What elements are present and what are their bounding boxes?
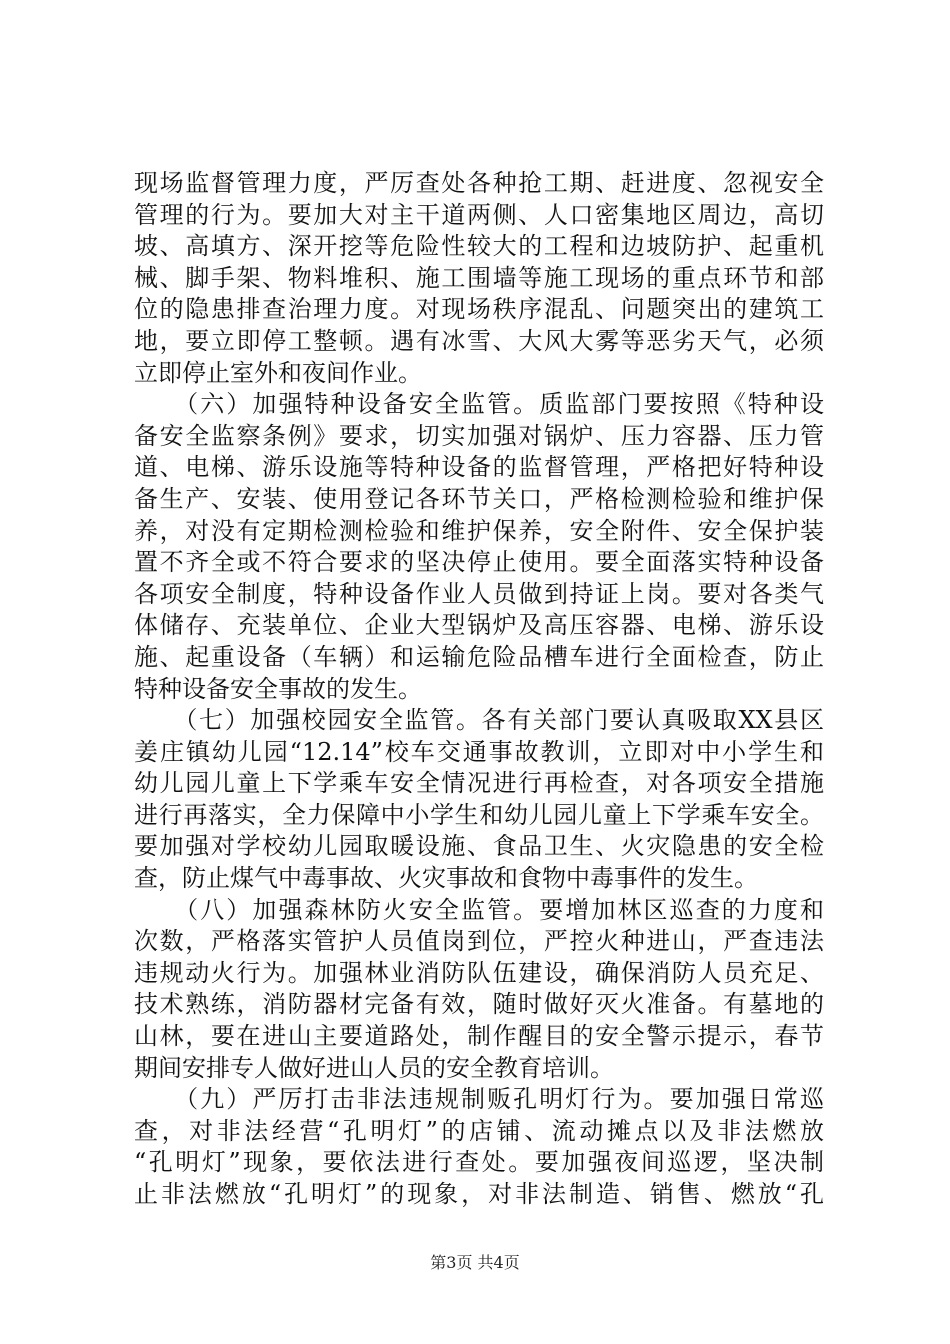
text-line: 特种设备安全事故的发生。 [134, 674, 422, 703]
text-line: 查，防止煤气中毒事故、火灾事故和食物中毒事件的发生。 [134, 864, 758, 893]
text-line: 管理的行为。要加大对主干道两侧、人口密集地区周边，高切 [134, 200, 824, 229]
text-line: 查，对非法经营“孔明灯”的店铺、流动摊点以及非法燃放 [134, 1116, 824, 1145]
text-line: 进行再落实，全力保障中小学生和幼儿园儿童上下学乘车安全。 [134, 800, 824, 829]
text-line: （九）严厉打击非法违规制贩孔明灯行为。要加强日常巡 [134, 1085, 824, 1114]
text-line: 体储存、充装单位、企业大型锅炉及高压容器、电梯、游乐设 [134, 611, 824, 640]
text-line: 位的隐患排查治理力度。对现场秩序混乱、问题突出的建筑工 [134, 295, 824, 324]
text-line: 道、电梯、游乐设施等特种设备的监督管理，严格把好特种设 [134, 453, 824, 482]
text-line: 立即停止室外和夜间作业。 [134, 358, 422, 387]
text-line: 止非法燃放“孔明灯”的现象，对非法制造、销售、燃放“孔 [134, 1180, 824, 1208]
text-line: 备生产、安装、使用登记各环节关口，严格检测检验和维护保 [134, 484, 824, 513]
text-line: 坡、高填方、深开挖等危险性较大的工程和边坡防护、起重机 [134, 232, 824, 261]
text-line: 地，要立即停工整顿。遇有冰雪、大风大雾等恶劣天气，必须 [134, 326, 824, 355]
text-line: 各项安全制度，特种设备作业人员做到持证上岗。要对各类气 [134, 579, 824, 608]
text-line: “孔明灯”现象，要依法进行查处。要加强夜间巡逻，坚决制 [134, 1148, 824, 1177]
text-line: 养，对没有定期检测检验和维护保养，安全附件、安全保护装 [134, 516, 824, 545]
text-line: 技术熟练，消防器材完备有效，随时做好灭火准备。有墓地的 [134, 990, 824, 1019]
text-line: 幼儿园儿童上下学乘车安全情况进行再检查，对各项安全措施 [134, 769, 824, 798]
text-line: 备安全监察条例》要求，切实加强对锅炉、压力容器、压力管 [134, 421, 824, 450]
text-line: （六）加强特种设备安全监管。质监部门要按照《特种设 [134, 390, 824, 419]
text-line: 姜庄镇幼儿园“12.14”校车交通事故教训，立即对中小学生和 [134, 737, 824, 766]
text-line: 施、起重设备（车辆）和运输危险品槽车进行全面检查，防止 [134, 642, 824, 671]
text-line: （八）加强森林防火安全监管。要增加林区巡查的力度和 [134, 895, 824, 924]
text-line: 期间安排专人做好进山人员的安全教育培训。 [134, 1053, 614, 1082]
text-line: 次数，严格落实管护人员值岗到位，严控火种进山，严查违法 [134, 927, 824, 956]
text-line: 要加强对学校幼儿园取暖设施、食品卫生、火灾隐患的安全检 [134, 832, 824, 861]
text-line: （七）加强校园安全监管。各有关部门要认真吸取XX县区 [134, 706, 824, 735]
document-body [134, 168, 824, 1211]
text-line: 现场监督管理力度，严厉查处各种抢工期、赶进度、忽视安全 [134, 169, 824, 197]
text-line: 违规动火行为。加强林业消防队伍建设，确保消防人员充足、 [134, 958, 824, 987]
text-line: 置不齐全或不符合要求的坚决停止使用。要全面落实特种设备 [134, 548, 824, 577]
text-line: 山林，要在进山主要道路处，制作醒目的安全警示提示，春节 [134, 1022, 824, 1051]
text-line: 械、脚手架、物料堆积、施工围墙等施工现场的重点环节和部 [134, 263, 824, 292]
page-footer: 第3页 共4页 [430, 1253, 520, 1272]
